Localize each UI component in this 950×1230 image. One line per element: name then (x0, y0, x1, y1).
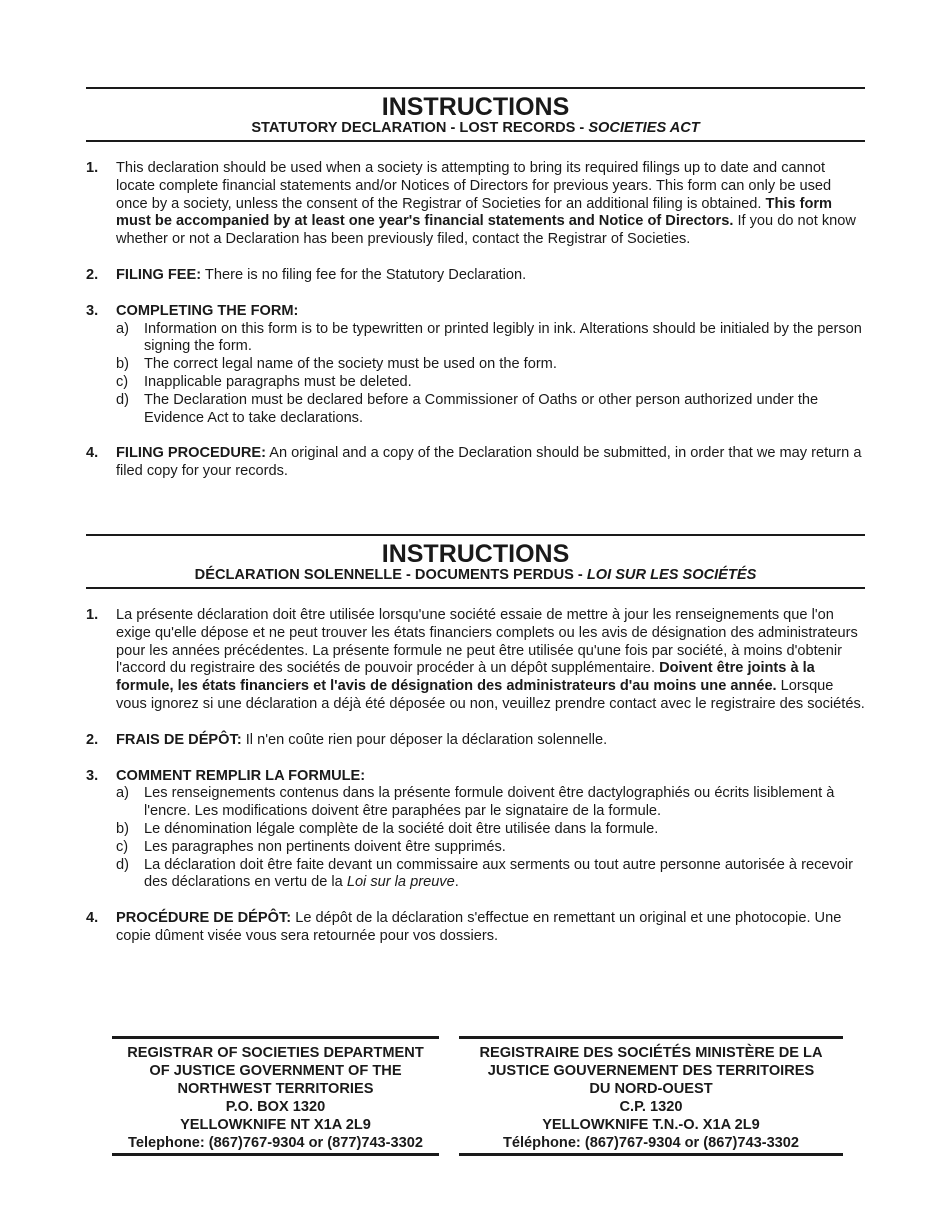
address-line: C.P. 1320 (619, 1099, 683, 1115)
address-line: REGISTRAIRE DES SOCIÉTÉS MINISTÈRE DE LA (479, 1045, 823, 1061)
item-number: 1. (86, 160, 99, 176)
header-rule (86, 587, 865, 589)
item-number: 3. (86, 302, 99, 319)
top-rule (86, 534, 865, 536)
item-number: 4. (86, 910, 99, 927)
section-title: INSTRUCTIONS (381, 540, 570, 568)
address-line: OF JUSTICE GOVERNMENT OF THE (149, 1063, 402, 1079)
english-instructions (86, 87, 865, 499)
sub-item-a: a) Information on this form is to be typewritten or printed legibly in ink. Alterations should be initialed by the person signing the form. (116, 320, 862, 355)
address-line: P.O. BOX 1320 (225, 1099, 326, 1115)
address-block-french (459, 1036, 843, 1156)
item-label: FILING PROCEDURE: (116, 445, 266, 462)
sub-item-c: c) Inapplicable paragraphs must be deleted. (116, 373, 412, 390)
sub-item-b: b) Le dénomination légale complète de la société doit être utilisée dans la formule. (116, 820, 659, 837)
sub-item-b: b) The correct legal name of the society must be used on the form. (116, 356, 557, 373)
address-line: REGISTRAR OF SOCIETIES DEPARTMENT (127, 1045, 424, 1061)
item-label: FILING FEE: (116, 266, 202, 283)
instruction-item-2: 2. FRAIS DE DÉPÔT: Il n'en coûte rien pour déposer la déclaration solennelle. (86, 731, 608, 748)
header-rule (86, 140, 865, 142)
sub-item-d: d) La déclaration doit être faite devant un commissaire aux serments ou tout autre personne autorisée à recevoir des déclarations en vertu de la Loi sur la preuve. (116, 856, 854, 891)
sub-item-d: d) The Declaration must be declared before a Commissioner of Oaths or other person authorized under the Evidence Act to take declarations. (116, 391, 819, 426)
address-phone: Téléphone: (867)767-9304 or (867)743-3302 (502, 1135, 800, 1151)
french-instructions (86, 534, 865, 964)
section-title: INSTRUCTIONS (381, 93, 570, 121)
item-number: 2. (86, 266, 99, 283)
address-line: YELLOWKNIFE T.N.-O. X1A 2L9 (542, 1117, 760, 1133)
item-label: PROCÉDURE DE DÉPÔT: (116, 910, 292, 927)
instruction-item-1: 1. This declaration should be used when a society is attempting to bring its required filings up to date and cannot locate complete financial statements and/or Notices of Directors for previous years. This form can only be used once by a society, unless the consent of the Registrar of Societies for an additional filing is obtained. This form must be accompanied by at least one year's financial statements and Notice of Directors. If you do not know whether or not a Declaration has been previously filed, contact the Registrar of Societies. (86, 160, 856, 248)
address-line: JUSTICE GOUVERNEMENT DES TERRITOIRES (487, 1063, 815, 1079)
section-subtitle: STATUTORY DECLARATION - LOST RECORDS - SOCIETIES ACT (251, 120, 700, 136)
instruction-list (86, 160, 865, 481)
item-label: FRAIS DE DÉPÔT: (116, 731, 242, 748)
instruction-item-3 (86, 303, 865, 428)
instruction-item-4: 4. FILING PROCEDURE: An original and a copy of the Declaration should be submitted, in order that we may return a filed copy for your records. (86, 445, 862, 480)
item-number: 2. (86, 731, 99, 748)
sub-item-a: a) Les renseignements contenus dans la présente formule doivent être dactylographiés ou écrits lisiblement à l'encre. Les modifications doivent être paraphées par le signataire de la formule. (116, 785, 835, 820)
address-line: DU NORD-OUEST (589, 1081, 713, 1097)
sub-item-c: c) Les paragraphes non pertinents doivent être supprimés. (116, 838, 506, 855)
item-label: COMPLETING THE FORM: (116, 302, 299, 319)
instruction-list (86, 607, 865, 946)
item-label: COMMENT REMPLIR LA FORMULE: (116, 767, 366, 784)
item-number: 4. (86, 445, 99, 462)
item-number: 3. (86, 767, 99, 784)
instruction-item-3 (86, 768, 865, 893)
item-number: 1. (86, 607, 99, 623)
address-block-english (112, 1036, 439, 1156)
address-line: NORTHWEST TERRITORIES (177, 1081, 374, 1097)
address-phone: Telephone: (867)767-9304 or (877)743-3302 (128, 1135, 423, 1151)
section-subtitle: DÉCLARATION SOLENNELLE - DOCUMENTS PERDUS - LOI SUR LES SOCIÉTÉS (194, 567, 757, 583)
sub-list (116, 785, 865, 892)
instruction-item-1: 1. La présente déclaration doit être utilisée lorsqu'une société essaie de mettre à jour les renseignements que l'on exige qu'elle dépose et ne peut trouver les états financiers complets ou les avis de désignation des administrateurs pour les années précédentes. La présente formule ne peut être utilisée qu'une fois par société, à moins d'obtenir l'accord du registraire des sociétés de pouvoir procéder à un dépôt supplémentaire. Doivent être joints à la formule, les états financiers et l'avis de désignation des administrateurs d'au moins une année. Lorsque vous ignorez si une déclaration a déjà été déposée ou non, veuillez prendre contact avec le registraire des sociétés. (86, 607, 865, 712)
instruction-item-4: 4. PROCÉDURE DE DÉPÔT: Le dépôt de la déclaration s'effectue en remettant un original et une photocopie. Une copie dûment visée vous sera retournée pour vos dossiers. (86, 910, 842, 944)
sub-list (116, 321, 865, 428)
address-line: YELLOWKNIFE NT X1A 2L9 (180, 1117, 371, 1133)
instruction-item-2: 2. FILING FEE: There is no filing fee for the Statutory Declaration. (86, 266, 527, 283)
top-rule (86, 87, 865, 89)
